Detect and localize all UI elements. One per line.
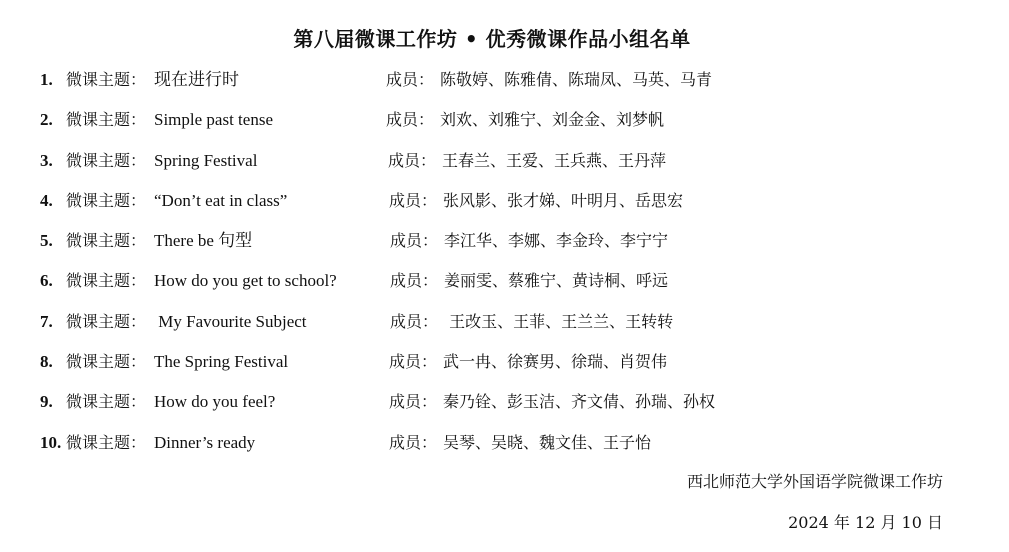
item-number: 5. (40, 231, 53, 251)
list-item (0, 145, 1009, 185)
group-list (0, 64, 1009, 467)
list-item (0, 427, 1009, 467)
item-number: 10. (40, 432, 62, 452)
topic-value: My Favourite Subject (154, 311, 307, 331)
topic-value: 现在进行时 (154, 70, 239, 89)
members-label: 成员： (389, 432, 438, 452)
list-item (0, 185, 1009, 225)
topic-label: 微课主题： (66, 70, 147, 89)
members-label: 成员： (389, 190, 438, 210)
organization-signature: 西北师范大学外国语学院微课工作坊 (686, 472, 943, 491)
members-label: 成员： (386, 70, 435, 89)
topic-label: 微课主题： (66, 432, 147, 452)
topic-value: Spring Festival (154, 150, 258, 170)
topic-label: 微课主题： (66, 150, 147, 170)
members-label: 成员： (386, 110, 435, 130)
topic-label: 微课主题： (66, 311, 147, 331)
item-number: 6. (40, 271, 53, 291)
members-value: 刘欢、刘雅宁、刘金金、刘梦帆 (440, 110, 665, 130)
members-value: 吴琴、吴晓、魏文佳、王子怡 (443, 432, 652, 452)
members-value: 王春兰、王爱、王兵燕、王丹萍 (442, 150, 667, 170)
item-number: 2. (40, 110, 53, 130)
item-number: 4. (40, 190, 53, 210)
list-item (0, 306, 1009, 346)
topic-value: The Spring Festival (154, 352, 289, 372)
topic-value: How do you get to school? (154, 271, 337, 291)
topic-value: Dinner’s ready (154, 432, 256, 452)
members-value: 姜丽雯、蔡雅宁、黄诗桐、呼远 (444, 271, 669, 291)
topic-value: Simple past tense (154, 110, 273, 130)
list-item (0, 64, 1009, 104)
item-number: 9. (40, 392, 53, 412)
topic-value: How do you feel? (154, 392, 276, 412)
item-number: 1. (40, 70, 53, 89)
topic-label: 微课主题： (66, 271, 147, 291)
topic-label: 微课主题： (66, 231, 147, 251)
topic-label: 微课主题： (66, 392, 147, 412)
members-value: 王改玉、王菲、王兰兰、王转转 (444, 311, 674, 331)
list-item (0, 104, 1009, 144)
item-number: 7. (40, 311, 53, 331)
members-label: 成员： (390, 231, 439, 251)
list-item (0, 225, 1009, 265)
members-label: 成员： (390, 271, 439, 291)
list-item (0, 346, 1009, 386)
members-value: 武一冉、徐赛男、徐瑞、肖贺伟 (443, 352, 668, 372)
topic-label: 微课主题： (66, 352, 147, 372)
document-title: 第八届微课工作坊 • 优秀微课作品小组名单 (293, 27, 691, 51)
list-item (0, 386, 1009, 426)
topic-label: 微课主题： (66, 190, 147, 210)
members-value: 张风影、张才娣、叶明月、岳思宏 (443, 190, 684, 210)
topic-value: “Don’t eat in class” (154, 190, 288, 210)
members-label: 成员： (389, 352, 438, 372)
list-item (0, 265, 1009, 305)
members-label: 成员： (390, 311, 439, 331)
members-value: 陈敬婷、陈雅倩、陈瑞凤、马英、马青 (440, 70, 713, 89)
members-value: 李江华、李娜、李金玲、李宁宁 (444, 231, 669, 251)
topic-label: 微课主题： (66, 110, 147, 130)
members-label: 成员： (389, 392, 438, 412)
document-date: 2024 年 12 月 10 日 (788, 513, 943, 532)
item-number: 3. (40, 150, 53, 170)
members-value: 秦乃铨、彭玉洁、齐文倩、孙瑞、孙权 (443, 392, 716, 412)
members-label: 成员： (388, 150, 437, 170)
item-number: 8. (40, 352, 53, 372)
topic-value: There be 句型 (154, 231, 253, 251)
